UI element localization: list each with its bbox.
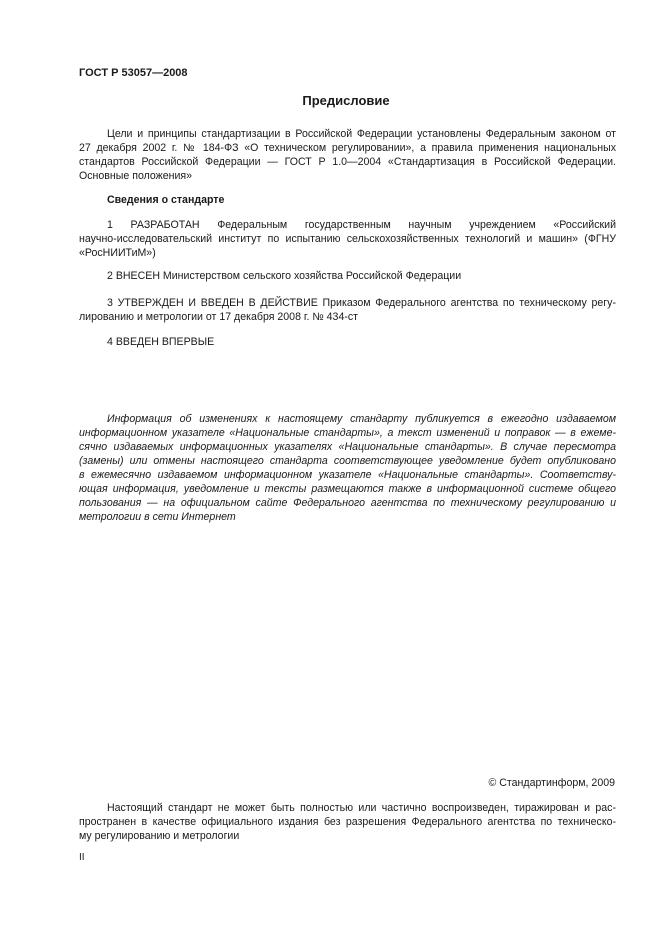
item-4 xyxy=(79,335,616,349)
footer-line: му регулированию и метрологии xyxy=(79,830,240,842)
reproduction-notice xyxy=(79,801,616,843)
section-subheading: Сведения о стандарте xyxy=(107,194,225,206)
footer-line: пространен в качестве официального издания без разрешения Федерального агентства по техническо- xyxy=(79,816,616,828)
item-3 xyxy=(79,296,616,324)
document-code: ГОСТ Р 53057—2008 xyxy=(79,67,188,79)
info-line: пользования — на официальном сайте Федерального агентства по техническому регулированию и xyxy=(79,497,616,509)
item-1-line: «РосНИИТиМ») xyxy=(79,247,156,259)
info-line: ющая информация, уведомление и тексты размещаются также в информационной системе общего xyxy=(79,483,616,495)
item-1-line: научно-исследовательский институт по испытанию сельскохозяйственных технологий и машин» (ФГНУ xyxy=(79,233,616,245)
info-line: информационном указателе «Национальные стандарты», а текст изменений и поправок — в ежеме- xyxy=(79,427,616,439)
intro-line: 27 декабря 2002 г. № 184-ФЗ «О техническом регулировании», а правила применения национальных xyxy=(79,142,616,154)
item-1 xyxy=(79,218,616,260)
item-1-line: 1 РАЗРАБОТАН Федеральным государственным научным учреждением «Российский xyxy=(107,219,616,231)
info-line: в ежемесячно издаваемом информационном указателе «Национальные стандарты». Соответству- xyxy=(79,469,616,481)
intro-paragraph xyxy=(79,127,616,183)
footer-line: Настоящий стандарт не может быть полностью или частично воспроизведен, тиражирован и рас- xyxy=(107,802,616,814)
item-3-line: лированию и метрологии от 17 декабря 2008 г. № 434-ст xyxy=(79,311,359,323)
item-3-line: 3 УТВЕРЖДЕН И ВВЕДЕН В ДЕЙСТВИЕ Приказом Федерального агентства по техническому регу- xyxy=(107,297,616,309)
info-line: Информация об изменениях к настоящему стандарту публикуется в ежегодно издаваемом xyxy=(107,413,616,425)
item-2 xyxy=(79,269,616,283)
page-title: Предисловие xyxy=(302,93,390,108)
intro-line: стандартов Российской Федерации — ГОСТ Р 1.0—2004 «Стандартизация в Российской Федерации. xyxy=(79,156,616,168)
info-line: метрологии в сети Интернет xyxy=(79,511,236,523)
intro-line: Цели и принципы стандартизации в Российской Федерации установлены Федеральным законом от xyxy=(107,128,616,140)
info-paragraph xyxy=(79,412,616,524)
intro-line: Основные положения» xyxy=(79,170,193,182)
copyright-notice: © Стандартинформ, 2009 xyxy=(488,777,615,789)
item-2-line: 2 ВНЕСЕН Министерством сельского хозяйства Российской Федерации xyxy=(107,270,462,282)
page-number: II xyxy=(79,852,85,863)
item-4-line: 4 ВВЕДЕН ВПЕРВЫЕ xyxy=(107,336,215,348)
info-line: сячно издаваемых информационных указателях «Национальные стандарты». В случае пересмотра xyxy=(79,441,616,453)
info-line: (замены) или отмены настоящего стандарта соответствующее уведомление будет опубликовано xyxy=(79,455,616,467)
